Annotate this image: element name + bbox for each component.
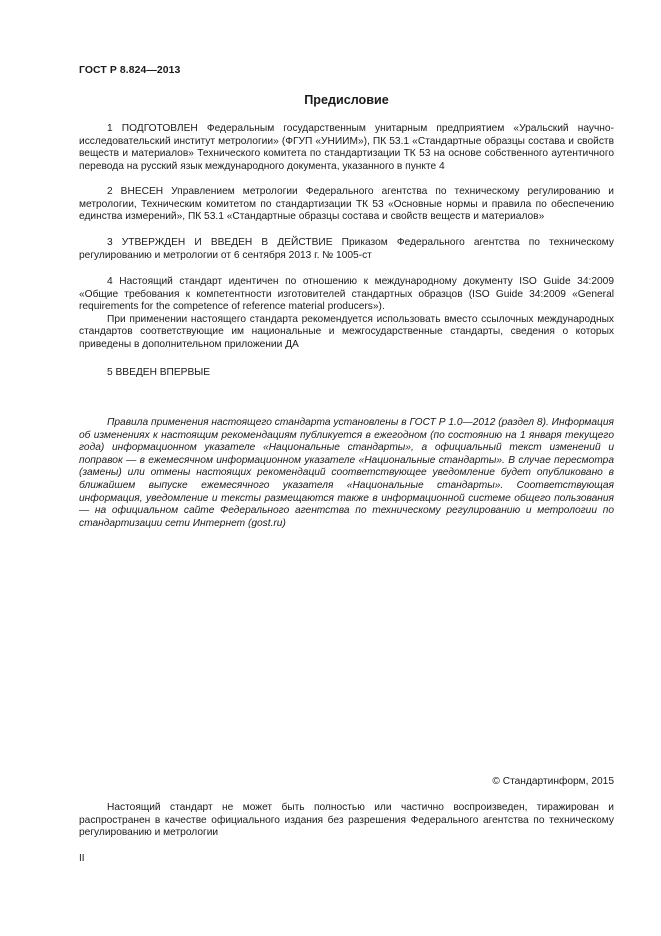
reproduction-note (79, 802, 614, 840)
reproduction-note-text: Настоящий стандарт не может быть полностью или частично воспроизведен, тиражирован и распространен в качестве официального издания без разрешения Федерального агентства по техническому регулированию и метрологии (79, 802, 614, 839)
section-4-paragraph-2: При применении настоящего стандарта рекомендуется использовать вместо ссылочных международных стандартов соответствующие им национальные и межгосударственные стандарты, сведения о которых приведены в дополнительном приложении ДА (79, 313, 614, 350)
rules-note (79, 417, 614, 530)
section-4-paragraph-1: 4 Настоящий стандарт идентичен по отношению к международному документу ISO Guide 34:2009 «Общие требования к компетентности изготовителей стандартных образцов (ISO Guide 34:2009 «General requirements for the competence of reference material producers»). (79, 276, 614, 313)
section-1-text: 1 ПОДГОТОВЛЕН Федеральным государственным унитарным предприятием «Уральский научно-исследовательский институт метрологии» (ФГУП «УНИИМ»), ПК 53.1 «Стандартные образцы состава и свойств веществ и материалов» Технического комитета по стандартизации ТК 53 на основе собственного аутентичного перевода на русский язык международного документа, указанного в пункте 4 (79, 123, 614, 172)
page-title: Предисловие (304, 93, 389, 107)
copyright: © Стандартинформ, 2015 (492, 776, 614, 787)
rules-note-text: Правила применения настоящего стандарта установлены в ГОСТ Р 1.0—2012 (раздел 8). Информация об изменениях к настоящим рекомендациям публикуется в ежегодном (по состоянию на 1 января текущего года) информационном указателе «Национальные стандарты», а официальный текст изменений и поправок — в ежемесячном информационном указателе «Национальные стандарты». В случае пересмотра (замены) или отмены настоящих рекомендаций соответствующее уведомление будет опубликовано в ближайшем выпуске ежемесячного указателя «Национальные стандарты». Соответствующая информация, уведомление и тексты размещаются также в информационной системе общего пользования — на официальном сайте Федерального агентства по техническому регулированию и метрологии по стандартизации сети Интернет (gost.ru) (79, 417, 614, 529)
section-3-text: 3 УТВЕРЖДЕН И ВВЕДЕН В ДЕЙСТВИЕ Приказом Федерального агентства по техническому регулированию и метрологии от 6 сентября 2013 г. № 1005-ст (79, 237, 614, 261)
section-1 (79, 123, 614, 173)
section-2 (79, 186, 614, 224)
section-5-text: 5 ВВЕДЕН ВПЕРВЫЕ (107, 367, 211, 378)
section-5 (79, 367, 614, 380)
page-number: II (79, 853, 85, 864)
section-2-text: 2 ВНЕСЕН Управлением метрологии Федерального агентства по техническому регулированию и метрологии, Техническим комитетом по стандартизации ТК 53 «Основные нормы и правила по обеспечению единства измерений», ПК 53.1 «Стандартные образцы состава и свойств веществ и материалов» (79, 186, 614, 223)
section-3 (79, 237, 614, 262)
section-4 (79, 276, 614, 352)
document-header-standard-id: ГОСТ Р 8.824—2013 (79, 65, 181, 76)
